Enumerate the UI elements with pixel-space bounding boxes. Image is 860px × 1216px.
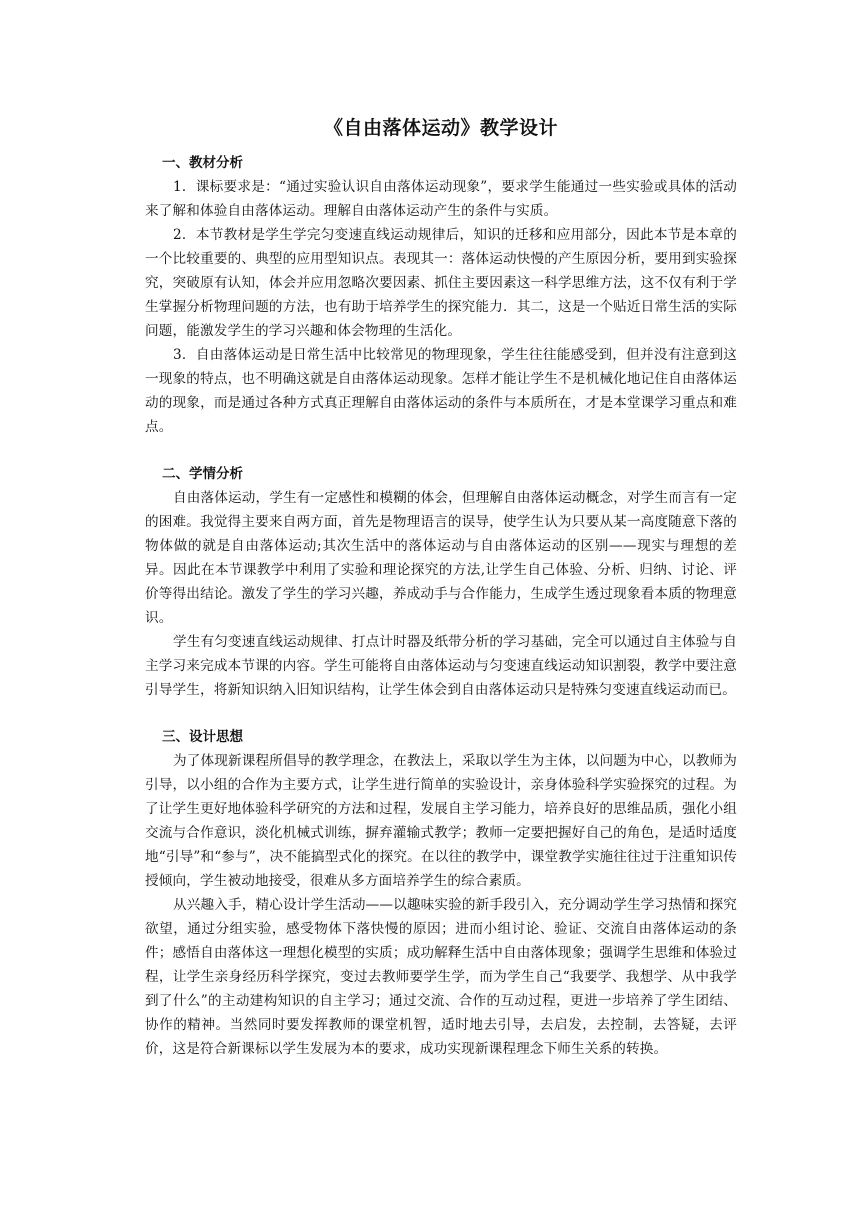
document-body [145,114,737,1061]
section-design-concept [145,726,737,1061]
paragraph: 2．本节教材是学生学完匀变速直线运动规律后，知识的迁移和应用部分，因此本节是本章的一个比较重要的、典型的应用型知识点。表现其一：落体运动快慢的产生原因分析，要用到实验探究，突破原有认知，体会并应用忽略次要因素、抓住主要因素这一科学思维方法，这不仅有利于学生掌握分析物理问题的方法，也有助于培养学生的探究能力．其二，这是一个贴近日常生活的实际问题，能激发学生的学习兴趣和体会物理的生活化。 [145,227,737,339]
paragraph: 1．课标要求是：“通过实验认识自由落体运动现象”，要求学生能通过一些实验或具体的活动来了解和体验自由落体运动。理解自由落体运动产生的条件与实质。 [145,179,737,219]
section-textbook-analysis [145,152,737,439]
paragraph: 为了体现新课程所倡导的教学理念，在教法上，采取以学生为主体，以问题为中心，以教师为引导，以小组的合作为主要方式，让学生进行简单的实验设计，亲身体验科学实验探究的过程。为了让学生更好地体验科学研究的方法和过程，发展自主学习能力，培养良好的思维品质，强化小组交流与合作意识，淡化机械式训练，摒弃灌输式教学；教师一定要把握好自己的角色，是适时适度地“引导”和“参与”，决不能搞型式化的探究。在以往的教学中，课堂教学实施往往过于注重知识传授倾向，学生被动地接受，很难从多方面培养学生的综合素质。 [145,753,737,889]
section-heading: 一、教材分析 [162,155,243,171]
section-learner-analysis [145,463,737,702]
section-gap [145,439,737,463]
document-title: 《自由落体运动》教学设计 [323,117,558,139]
section-heading: 三、设计思想 [162,729,243,745]
paragraph: 3．自由落体运动是日常生活中比较常见的物理现象，学生往往能感受到，但并没有注意到这一现象的特点，也不明确这就是自由落体运动现象。怎样才能让学生不是机械化地记住自由落体运动的现象，而是通过各种方式真正理解自由落体运动的条件与本质所在，才是本堂课学习重点和难点。 [145,347,737,435]
section-gap [145,702,737,726]
paragraph: 学生有匀变速直线运动规律、打点计时器及纸带分析的学习基础，完全可以通过自主体验与自主学习来完成本节课的内容。学生可能将自由落体运动与匀变速直线运动知识割裂，教学中要注意引导学生，将新知识纳入旧知识结构，让学生体会到自由落体运动只是特殊匀变速直线运动而已。 [145,634,737,698]
section-heading: 二、学情分析 [162,466,243,482]
paragraph: 自由落体运动，学生有一定感性和模糊的体会，但理解自由落体运动概念，对学生而言有一定的困难。我觉得主要来自两方面，首先是物理语言的误导，使学生认为只要从某一高度随意下落的物体做的就是自由落体运动;其次生活中的落体运动与自由落体运动的区别——现实与理想的差异。因此在本节课教学中利用了实验和理论探究的方法,让学生自己体验、分析、归纳、讨论、评价等得出结论。激发了学生的学习兴趣，养成动手与合作能力，生成学生透过现象看本质的物理意识。 [145,490,737,626]
paragraph: 从兴趣入手，精心设计学生活动——以趣味实验的新手段引入，充分调动学生学习热情和探究欲望，通过分组实验，感受物体下落快慢的原因；进而小组讨论、验证、交流自由落体运动的条件；感悟自由落体这一理想化模型的实质；成功解释生活中自由落体现象；强调学生思维和体验过程，让学生亲身经历科学探究，变过去教师要学生学，而为学生自己“我要学、我想学、从中我学到了什么”的主动建构知识的自主学习；通过交流、合作的互动过程，更进一步培养了学生团结、协作的精神。当然同时要发挥教师的课堂机智，适时地去引导，去启发，去控制，去答疑，去评价，这是符合新课标以学生发展为本的要求，成功实现新课程理念下师生关系的转换。 [145,897,737,1057]
